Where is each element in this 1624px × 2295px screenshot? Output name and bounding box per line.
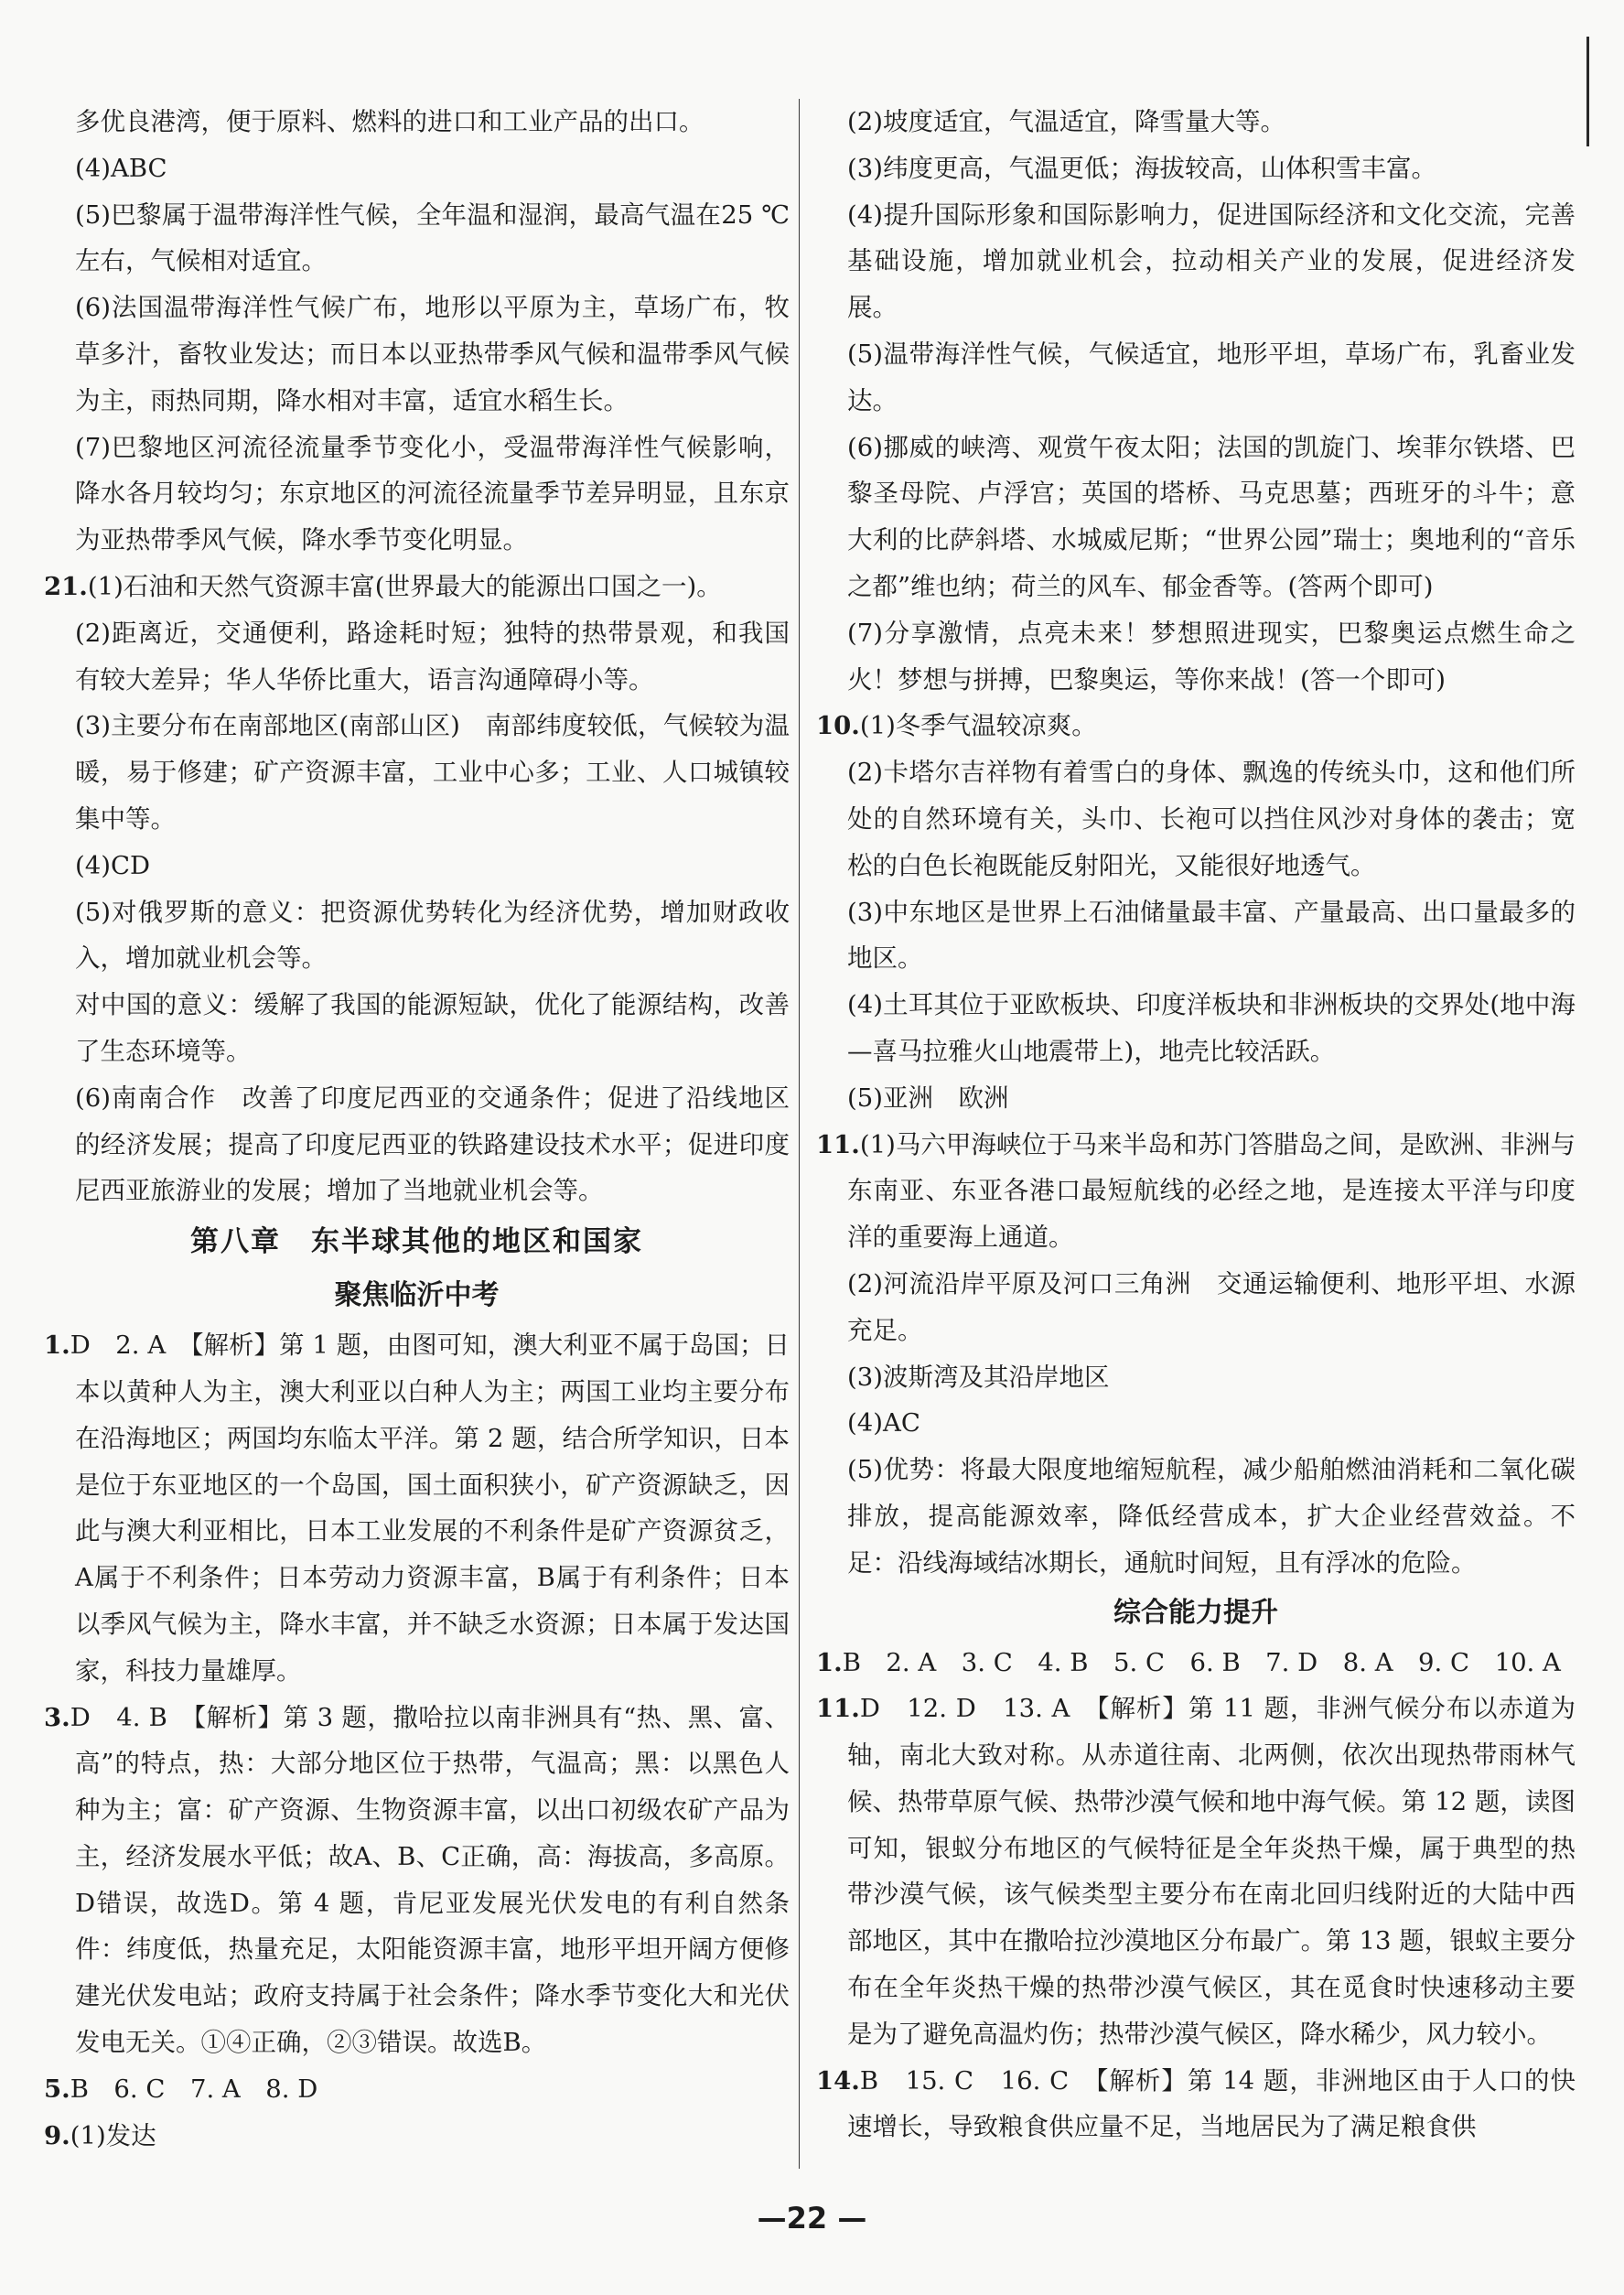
section-title: 聚焦临沂中考 xyxy=(334,1279,500,1312)
answer-item xyxy=(44,2066,790,2113)
paragraph: (7)巴黎地区河流径流量季节变化小，受温带海洋性气候影响，降水各月较均匀；东京地区的河流径流量季节差异明显，且东京为亚热带季风气候，降水季节变化明显。 xyxy=(75,432,790,555)
answer-item xyxy=(44,1695,790,2066)
paragraph: (5)对俄罗斯的意义：把资源优势转化为经济优势，增加财政收入，增加就业机会等。 xyxy=(75,897,790,974)
answer-text: (1)马六甲海峡位于马来半岛和苏门答腊岛之间，是欧洲、非洲与东南亚、东亚各港口最短航线的必经之地，是连接太平洋与印度洋的重要海上通道。 xyxy=(847,1129,1576,1253)
paragraph: (3)波斯湾及其沿岸地区 xyxy=(847,1362,1110,1392)
right-column xyxy=(816,99,1576,2150)
paragraph: (6)南南合作 改善了印度尼西亚的交通条件；促进了沿线地区的经济发展；提高了印度尼西亚的铁路建设技术水平；促进印度尼西亚旅游业的发展；增加了当地就业机会等。 xyxy=(75,1083,790,1206)
question-number: 21. xyxy=(44,571,88,601)
question-number: 9. xyxy=(44,2120,70,2150)
paragraph: (7)分享激情，点亮未来！梦想照进现实，巴黎奥运点燃生命之火！梦想与拼搏，巴黎奥运，等你来战！(答一个即可) xyxy=(847,618,1576,695)
paragraph: (4)CD xyxy=(75,850,151,880)
paragraph: 对中国的意义：缓解了我国的能源短缺，优化了能源结构，改善了生态环境等。 xyxy=(75,990,790,1066)
question-number: 3. xyxy=(44,1702,70,1732)
paragraph: (5)亚洲 欧洲 xyxy=(847,1083,1009,1113)
question-number: 14. xyxy=(816,2065,860,2096)
answer-item xyxy=(816,1686,1576,2057)
paragraph: (4)ABC xyxy=(75,153,167,183)
paragraph: (2)河流沿岸平原及河口三角洲 交通运输便利、地形平坦、水源充足。 xyxy=(847,1268,1576,1345)
question-number: 5. xyxy=(44,2074,70,2104)
paragraph: (5)巴黎属于温带海洋性气候，全年温和湿润，最高气温在25 ℃左右，气候相对适宜。 xyxy=(75,199,790,276)
column-divider xyxy=(799,99,800,2169)
answer-text: (1)冬季气温较凉爽。 xyxy=(859,711,1097,741)
answer-text: D 12. D 13. A 【解析】第 11 题，非洲气候分布以赤道为轴，南北大致对称。从赤道往南、北两侧，依次出现热带雨林气候、热带草原气候、热带沙漠气候和地中海气候。第 12 题，读图可知，银蚁分布地区的气候特征是全年炎热干燥，属于典型的热带沙漠气候，该气候类型主要分布在南北回归线附近的大陆中西部地区，其中在撒哈拉沙漠地区分布最广。第 13 题，银蚁主要分布在全年炎热干燥的热带沙漠气候区，其在觅食时快速移动主要是为了避免高温灼伤；热带沙漠气候区，降水稀少，风力较小。 xyxy=(847,1694,1576,2049)
paragraph: (3)中东地区是世界上石油储量最丰富、产量最高、出口量最多的地区。 xyxy=(847,897,1576,974)
page-number: —22 — xyxy=(757,2201,867,2236)
answer-item xyxy=(816,2058,1576,2151)
answer-item xyxy=(44,2113,790,2160)
edge-line xyxy=(1586,37,1589,146)
paragraph: (3)主要分布在南部地区(南部山区) 南部纬度较低，气候较为温暖，易于修建；矿产资源丰富，工业中心多；工业、人口城镇较集中等。 xyxy=(75,711,790,834)
paragraph: (5)温带海洋性气候，气候适宜，地形平坦，草场广布，乳畜业发达。 xyxy=(847,339,1576,415)
paragraph: (6)法国温带海洋性气候广布，地形以平原为主，草场广布，牧草多汁，畜牧业发达；而日本以亚热带季风气候和温带季风气候为主，雨热同期，降水相对丰富，适宜水稻生长。 xyxy=(75,293,790,415)
question-number: 10. xyxy=(816,711,860,741)
chapter-title: 第八章 东半球其他的地区和国家 xyxy=(190,1225,643,1259)
paragraph: (2)距离近，交通便利，路途耗时短；独特的热带景观，和我国有较大差异；华人华侨比重大，语言沟通障碍小等。 xyxy=(75,618,790,695)
question-number: 1. xyxy=(44,1331,70,1361)
paragraph: (2)坡度适宜，气温适宜，降雪量大等。 xyxy=(847,107,1285,136)
paragraph: 多优良港湾，便于原料、燃料的进口和工业产品的出口。 xyxy=(75,107,704,136)
paragraph: (4)土耳其位于亚欧板块、印度洋板块和非洲板块的交界处(地中海—喜马拉雅火山地震带上)，地壳比较活跃。 xyxy=(847,990,1576,1066)
paragraph: (5)优势：将最大限度地缩短航程，减少船舶燃油消耗和二氧化碳排放，提高能源效率，降低经营成本，扩大企业经营效益。不足：沿线海域结冰期长，通航时间短，且有浮冰的危险。 xyxy=(847,1455,1576,1578)
answer-item xyxy=(44,1322,790,1694)
answer-text: D 2. A 【解析】第 1 题，由图可知，澳大利亚不属于岛国；日本以黄种人为主，澳大利亚以白种人为主；两国工业均主要分布在沿海地区；两国均东临太平洋。第 2 题，结合所学知识，日本是位于东亚地区的一个岛国，国土面积狭小，矿产资源缺乏，因此与澳大利亚相比，日本工业发展的不利条件是矿产资源贫乏，A属于不利条件；日本劳动力资源丰富，B属于有利条件；日本以季风气候为主，降水丰富，并不缺乏水资源；日本属于发达国家，科技力量雄厚。 xyxy=(70,1331,790,1686)
question-number: 1. xyxy=(816,1647,843,1677)
answer-text: B 2. A 3. C 4. B 5. C 6. B 7. D 8. A 9. C 10. A xyxy=(842,1647,1561,1677)
answer-text: D 4. B 【解析】第 3 题，撒哈拉以南非洲具有“热、黑、富、高”的特点，热：大部分地区位于热带，气温高；黑：以黑色人种为主；富：矿产资源、生物资源丰富，以出口初级农矿产品为主，经济发展水平低；故A、B、C正确，高：海拔高，多高原。D错误，故选D。第 4 题，肯尼亚发展光伏发电的有利自然条件：纬度低，热量充足，太阳能资源丰富，地形平坦开阔方便修建光伏发电站；政府支持属于社会条件；降水季节变化大和光伏发电无关。①④正确，②③错误。故选B。 xyxy=(70,1702,790,2058)
answer-item xyxy=(816,1640,1576,1686)
answer-item xyxy=(816,1122,1576,1261)
question-number: 11. xyxy=(816,1129,860,1159)
paragraph: (2)卡塔尔吉祥物有着雪白的身体、飘逸的传统头巾，这和他们所处的自然环境有关，头巾、长袍可以挡住风沙对身体的袭击；宽松的白色长袍既能反射阳光，又能很好地透气。 xyxy=(847,758,1576,880)
answer-text: B 15. C 16. C 【解析】第 14 题，非洲地区由于人口的快速增长，导致粮食供应量不足，当地居民为了满足粮食供 xyxy=(847,2065,1576,2142)
answer-item xyxy=(44,564,790,610)
left-column xyxy=(44,99,790,2159)
question-number: 11. xyxy=(816,1694,860,1724)
paragraph: (6)挪威的峡湾、观赏午夜太阳；法国的凯旋门、埃菲尔铁塔、巴黎圣母院、卢浮宫；英国的塔桥、马克思墓；西班牙的斗牛；意大利的比萨斜塔、水城威尼斯；“世界公园”瑞士；奥地利的“音乐之都”维也纳；荷兰的风车、郁金香等。(答两个即可) xyxy=(847,432,1576,601)
answer-text: B 6. C 7. A 8. D xyxy=(70,2074,318,2104)
answer-text: (1)发达 xyxy=(70,2120,156,2150)
answer-text: (1)石油和天然气资源丰富(世界最大的能源出口国之一)。 xyxy=(87,571,722,601)
section-title: 综合能力提升 xyxy=(1113,1596,1278,1629)
paragraph: (4)AC xyxy=(847,1408,920,1438)
paragraph: (4)提升国际形象和国际影响力，促进国际经济和文化交流，完善基础设施，增加就业机会，拉动相关产业的发展，促进经济发展。 xyxy=(847,199,1576,323)
answer-item xyxy=(816,703,1576,749)
paragraph: (3)纬度更高，气温更低；海拔较高，山体积雪丰富。 xyxy=(847,153,1436,183)
